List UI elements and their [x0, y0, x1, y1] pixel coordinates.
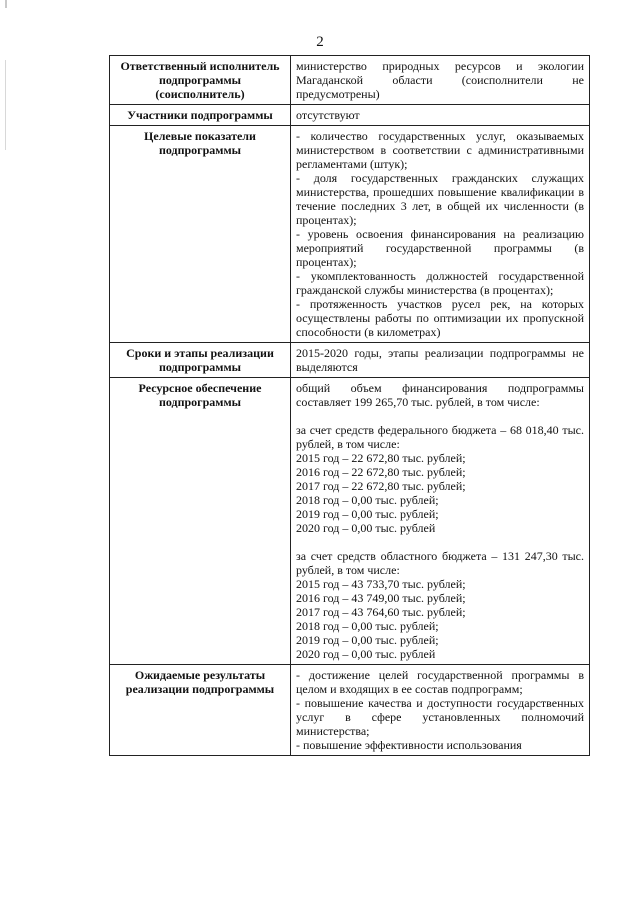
row-label-timeline: Сроки и этапы реализации подпрограммы — [110, 343, 291, 378]
indicator-item: - доля государственных гражданских служащих министерства, прошедших повышение квалификации в течение последних 3 лет, в общей их численности (в процентах); — [296, 171, 584, 227]
indicator-item: - укомплектованность должностей государственной гражданской службы министерства (в процентах); — [296, 269, 584, 297]
regional-year-line: 2018 год – 0,00 тыс. рублей; — [296, 619, 439, 633]
regional-year-line: 2015 год – 43 733,70 тыс. рублей; — [296, 577, 466, 591]
table-row — [110, 105, 590, 126]
federal-year-line: 2020 год – 0,00 тыс. рублей — [296, 521, 436, 535]
indicator-item: - протяженность участков русел рек, на которых осуществлены работы по оптимизации их пропускной способности (в километрах) — [296, 297, 584, 339]
row-label-expected-results: Ожидаемые результаты реализации подпрограммы — [110, 665, 291, 756]
row-value-participants: отсутствуют — [291, 105, 590, 126]
result-item: - повышение эффективности использования — [296, 738, 522, 752]
regional-year-line: 2017 год – 43 764,60 тыс. рублей; — [296, 605, 466, 619]
row-value-resources — [291, 378, 590, 665]
spacer — [296, 535, 584, 549]
regional-year-line: 2016 год – 43 749,00 тыс. рублей; — [296, 591, 466, 605]
row-value-indicators — [291, 126, 590, 343]
result-item: - достижение целей государственной программы в целом и входящих в ее состав подпрограмм; — [296, 668, 584, 696]
row-label-responsible: Ответственный исполнитель подпрограммы (соисполнитель) — [110, 56, 291, 105]
federal-year-line: 2018 год – 0,00 тыс. рублей; — [296, 493, 439, 507]
scan-margin-mark — [5, 0, 7, 8]
row-value-timeline: 2015-2020 годы, этапы реализации подпрограммы не выделяются — [291, 343, 590, 378]
page-number: 2 — [316, 34, 324, 50]
table-row — [110, 126, 590, 343]
funding-total: общий объем финансирования подпрограммы составляет 199 265,70 тыс. рублей, в том числе: — [296, 381, 584, 409]
row-value-expected-results — [291, 665, 590, 756]
subprogram-passport-table — [109, 55, 590, 756]
federal-year-line: 2016 год – 22 672,80 тыс. рублей; — [296, 465, 466, 479]
indicator-item: - количество государственных услуг, оказываемых министерством в соответствии с административными регламентами (штук); — [296, 129, 584, 171]
row-label-indicators: Целевые показатели подпрограммы — [110, 126, 291, 343]
regional-year-line: 2020 год – 0,00 тыс. рублей — [296, 647, 436, 661]
indicator-item: - уровень освоения финансирования на реализацию мероприятий государственной программы (в процентах); — [296, 227, 584, 269]
row-label-resources: Ресурсное обеспечение подпрограммы — [110, 378, 291, 665]
table-row — [110, 343, 590, 378]
row-label-participants: Участники подпрограммы — [110, 105, 291, 126]
table-row — [110, 665, 590, 756]
scan-margin-mark — [5, 60, 6, 150]
regional-funding-intro: за счет средств областного бюджета – 131 247,30 тыс. рублей, в том числе: — [296, 549, 584, 577]
regional-year-line: 2019 год – 0,00 тыс. рублей; — [296, 633, 439, 647]
result-item: - повышение качества и доступности государственных услуг в сфере установленных полномочий министерства; — [296, 696, 584, 738]
federal-year-line: 2017 год – 22 672,80 тыс. рублей; — [296, 479, 466, 493]
federal-funding-intro: за счет средств федерального бюджета – 68 018,40 тыс. рублей, в том числе: — [296, 423, 584, 451]
federal-year-line: 2019 год – 0,00 тыс. рублей; — [296, 507, 439, 521]
row-value-responsible: министерство природных ресурсов и экологии Магаданской области (соисполнители не предусмотрены) — [291, 56, 590, 105]
spacer — [296, 409, 584, 423]
federal-year-line: 2015 год – 22 672,80 тыс. рублей; — [296, 451, 466, 465]
table-row — [110, 378, 590, 665]
table-row — [110, 56, 590, 105]
